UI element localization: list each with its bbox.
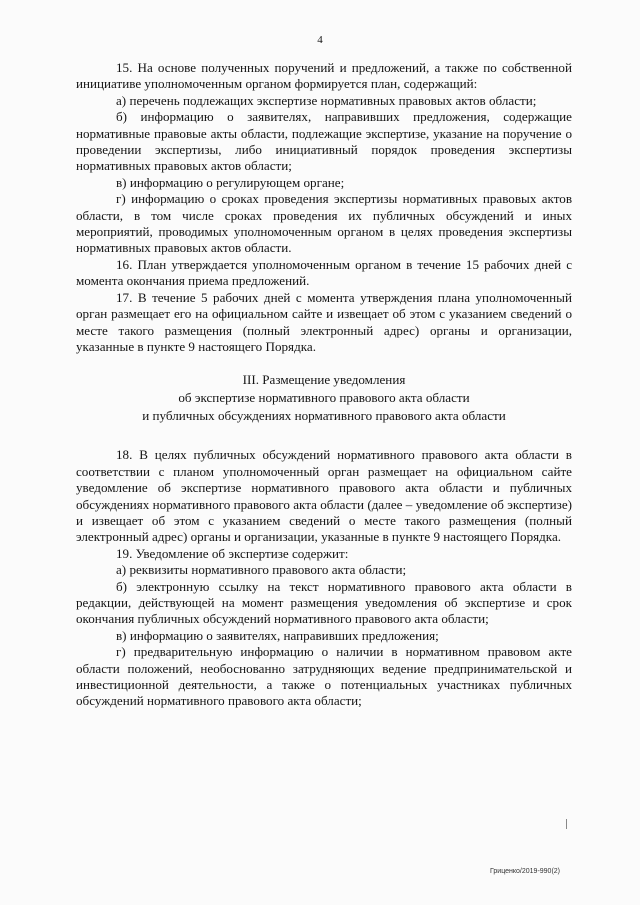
page-number: 4 bbox=[317, 34, 323, 46]
paragraph-15: 15. На основе полученных поручений и предложений, а также по собственной инициативе уполномоченным органом формируется план, содержащий: bbox=[76, 60, 572, 92]
paragraph-15c: в) информацию о регулирующем органе; bbox=[116, 174, 345, 190]
section-heading-line-1: III. Размещение уведомления bbox=[242, 372, 406, 388]
footer-code: Гриценко/2019-990(2) bbox=[490, 868, 561, 875]
paragraph-15b: б) информацию о заявителях, направивших предложения, содержащие нормативные правовые акты области, подлежащие экспертизе, указание на поручение о проведении экспертизы, либо инициативный порядок проведения экспертизы нормативных правовых актов области; bbox=[76, 109, 572, 174]
paragraph-19d: г) предварительную информацию о наличии в нормативном правовом акте области положений, необоснованно затрудняющих ведение предпринимательской и инвестиционной деятельности, а также о потенциальных участниках публичных обсуждений нормативного правового акта области; bbox=[76, 644, 572, 709]
paragraph-19: 19. Уведомление об экспертизе содержит: bbox=[116, 545, 349, 561]
paragraph-15d: г) информацию о сроках проведения экспертизы нормативных правовых актов области, в том числе сроках проведения их публичных обсуждений и иных мероприятий, проводимых уполномоченным органом в целях проведения экспертизы нормативных правовых актов области. bbox=[76, 191, 572, 256]
margin-mark bbox=[566, 819, 567, 829]
section-heading-line-3: и публичных обсуждениях нормативного правового акта области bbox=[142, 408, 506, 424]
paragraph-16: 16. План утверждается уполномоченным органом в течение 15 рабочих дней с момента окончания приема предложений. bbox=[76, 256, 572, 289]
paragraph-17: 17. В течение 5 рабочих дней с момента утверждения плана уполномоченный орган размещает его на официальном сайте и извещает об этом с указанием сведений о месте такого размещения (полный электронный адрес) органы и организации, указанные в пункте 9 настоящего Порядка. bbox=[76, 289, 572, 354]
paragraph-15a: а) перечень подлежащих экспертизе нормативных правовых актов области; bbox=[116, 92, 537, 108]
paragraph-19b: б) электронную ссылку на текст нормативного правового акта области в редакции, действующей на момент размещения уведомления об экспертизе и срок окончания публичных обсуждений нормативного правового акта области; bbox=[76, 578, 572, 627]
paragraph-18: 18. В целях публичных обсуждений нормативного правового акта области в соответствии с планом уполномоченный орган размещает на официальном сайте уведомление об экспертизе нормативного правового акта области и публичных обсуждениях нормативного правового акта области (далее – уведомление об экспертизе) и извещает об этом с указанием сведений о месте такого размещения (полный электронный адрес) органы и организации, указанные в пункте 9 настоящего Порядка. bbox=[76, 447, 572, 545]
section-heading bbox=[76, 371, 572, 425]
paragraph-19a: а) реквизиты нормативного правового акта области; bbox=[116, 562, 407, 578]
document-body bbox=[76, 60, 572, 710]
section-heading-line-2: об экспертизе нормативного правового акта области bbox=[178, 390, 470, 406]
paragraph-19c: в) информацию о заявителях, направивших предложения; bbox=[116, 627, 439, 643]
